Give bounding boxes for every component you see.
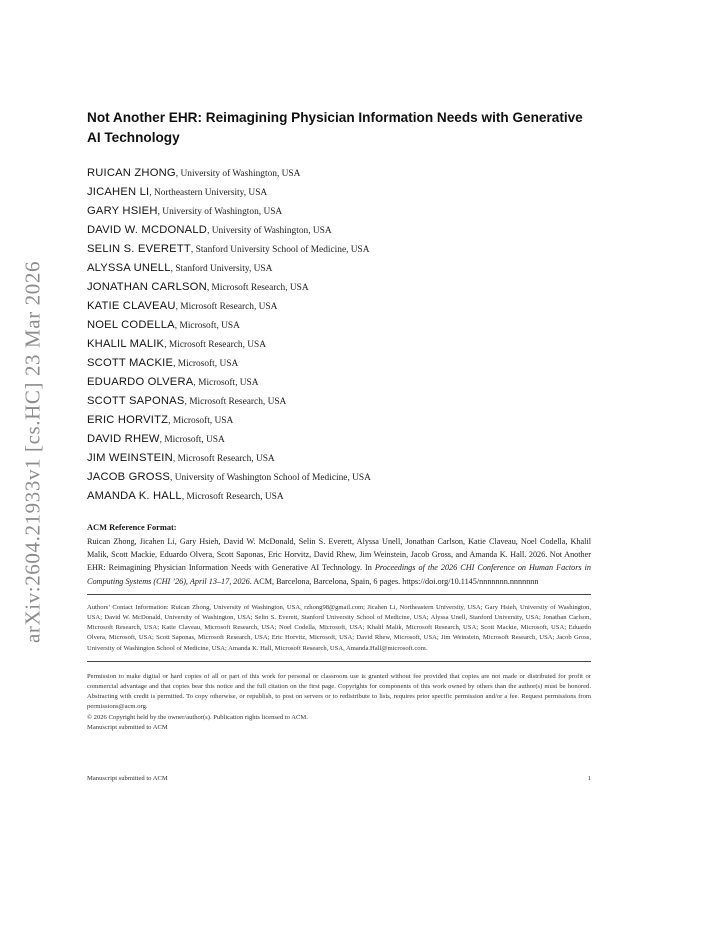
author-affiliation: , Microsoft Research, USA	[164, 340, 267, 350]
author-name: JICAHEN LI	[87, 186, 150, 198]
author-affiliation: , Microsoft Research, USA	[172, 454, 275, 464]
author-entry	[87, 371, 591, 390]
divider	[87, 661, 591, 662]
author-entry	[87, 333, 591, 352]
author-affiliation: , Microsoft, USA	[159, 435, 225, 445]
author-entry	[87, 390, 591, 409]
author-entry	[87, 219, 591, 238]
author-entry	[87, 238, 591, 257]
paper-title: Not Another EHR: Reimagining Physician Information Needs with Generative AI Technology	[87, 110, 583, 145]
author-entry	[87, 181, 591, 200]
author-affiliation: , Stanford University, USA	[170, 264, 273, 274]
author-affiliation: , Microsoft, USA	[174, 321, 240, 331]
manuscript-notice: Manuscript submitted to ACM	[87, 723, 168, 731]
citation-venue: Proceedings of the 2026 CHI Conference on Human Factors in Computing Systems (CHI ’26), April 13–17, 2026	[87, 563, 591, 586]
reference-heading: ACM Reference Format:	[87, 523, 177, 532]
arxiv-identifier: arXiv:2604.21933v1 [cs.HC] 23 Mar 2026	[20, 260, 45, 644]
author-name: RUICAN ZHONG	[87, 167, 176, 179]
permission-text: Permission to make digital or hard copies of all or part of this work for personal or classroom use is granted without fee provided that copies are not made or distributed for profit or commercial advantage and that copies bear this notice and the full citation on the first page. Copyrights for components of this work owned by others than the author(s) must be honored. Abstracting with credit is permitted. To copy otherwise, or republish, to post on servers or to redistribute to lists, requires prior specific permission and/or a fee. Request permissions from permissions@acm.org.	[87, 672, 591, 711]
author-name: ALYSSA UNELL	[87, 262, 171, 274]
author-name: DAVID RHEW	[87, 433, 160, 445]
author-affiliation: , Microsoft Research, USA	[175, 302, 278, 312]
author-name: EDUARDO OLVERA	[87, 376, 194, 388]
author-name: SELIN S. EVERETT	[87, 243, 191, 255]
author-affiliation: , University of Washington, USA	[175, 169, 301, 179]
author-entry	[87, 428, 591, 447]
paper-first-page	[87, 108, 591, 733]
author-affiliation: , Microsoft Research, USA	[184, 397, 287, 407]
author-name: AMANDA K. HALL	[87, 490, 182, 502]
author-entry	[87, 257, 591, 276]
citation-text: Ruican Zhong, Jicahen Li, Gary Hsieh, David W. McDonald, Selin S. Everett, Alyssa Unell, Jonathan Carlson, Katie Claveau, Noel Codella, Khalil Malik, Scott Mackie, Eduardo Olvera, Scott Saponas, Eric Horvitz, David Rhew, Jim Weinstein, Jacob Gross, and Amanda K. Hall. 2026. Not Another EHR: Reimagining Physician Information Needs with Generative AI Technology. In	[87, 537, 591, 573]
author-entry	[87, 485, 591, 504]
author-name: NOEL CODELLA	[87, 319, 175, 331]
author-affiliation: , University of Washington School of Medicine, USA	[170, 473, 371, 483]
page-number: 1	[587, 775, 591, 782]
acm-reference-format	[87, 521, 591, 588]
author-list	[87, 162, 591, 504]
author-affiliation: , Microsoft, USA	[173, 359, 239, 369]
author-name: KHALIL MALIK	[87, 338, 165, 350]
author-name: GARY HSIEH	[87, 205, 158, 217]
author-name: JIM WEINSTEIN	[87, 452, 173, 464]
author-entry	[87, 352, 591, 371]
divider	[87, 594, 591, 595]
author-name: ERIC HORVITZ	[87, 414, 169, 426]
author-affiliation: , University of Washington, USA	[207, 226, 332, 236]
reference-citation	[87, 535, 591, 588]
author-affiliation: , Stanford University School of Medicine, USA	[190, 245, 370, 255]
author-contact-information: Authors’ Contact Information: Ruican Zhong, University of Washington, USA, rzhong98@gmail.com; Jicahen Li, Northeastern University, USA; Gary Hsieh, University of Washington, USA; David W. McDonald, University of Washington, USA; Selin S. Everett, Stanford University School of Medicine, USA; Alyssa Unell, Stanford University, USA; Jonathan Carlson, Microsoft Research, USA; Katie Claveau, Microsoft Research, USA; Noel Codella, Microsoft, USA; Khalil Malik, Microsoft Research, USA; Scott Mackie, Microsoft, USA; Eduardo Olvera, Microsoft, USA; Scott Saponas, Microsoft Research, USA; Eric Horvitz, Microsoft, USA; David Rhew, Microsoft, USA; Jim Weinstein, Microsoft Research, USA; Jacob Gross, University of Washington School of Medicine, USA; Amanda K. Hall, Microsoft Research, USA, Amanda.Hall@microsoft.com.	[87, 603, 591, 652]
author-entry	[87, 200, 591, 219]
author-name: JACOB GROSS	[87, 471, 171, 483]
author-affiliation: , Microsoft, USA	[193, 378, 259, 388]
author-name: DAVID W. MCDONALD	[87, 224, 208, 236]
author-affiliation: , Microsoft Research, USA	[181, 492, 284, 502]
author-entry	[87, 314, 591, 333]
author-affiliation: , Microsoft Research, USA	[206, 283, 309, 293]
author-entry	[87, 276, 591, 295]
page-footer	[87, 775, 591, 782]
permission-notice	[87, 668, 591, 733]
copyright-notice: © 2026 Copyright held by the owner/author(s). Publication rights licensed to ACM.	[87, 713, 308, 721]
author-name: KATIE CLAVEAU	[87, 300, 176, 312]
author-name: SCOTT SAPONAS	[87, 395, 185, 407]
author-entry	[87, 409, 591, 428]
author-affiliation: , Microsoft, USA	[168, 416, 234, 426]
author-affiliation: , University of Washington, USA	[157, 207, 283, 217]
citation-publisher: . ACM, Barcelona, Barcelona, Spain, 6 pages. https://doi.org/10.1145/nnnnnnn.nnnnnnn	[249, 576, 539, 586]
author-entry	[87, 447, 591, 466]
author-name: SCOTT MACKIE	[87, 357, 174, 369]
footer-manuscript-label: Manuscript submitted to ACM	[87, 775, 168, 782]
author-name: JONATHAN CARLSON	[87, 281, 207, 293]
author-entry	[87, 466, 591, 485]
author-entry	[87, 295, 591, 314]
author-affiliation: , Northeastern University, USA	[149, 188, 268, 198]
author-entry	[87, 162, 591, 181]
